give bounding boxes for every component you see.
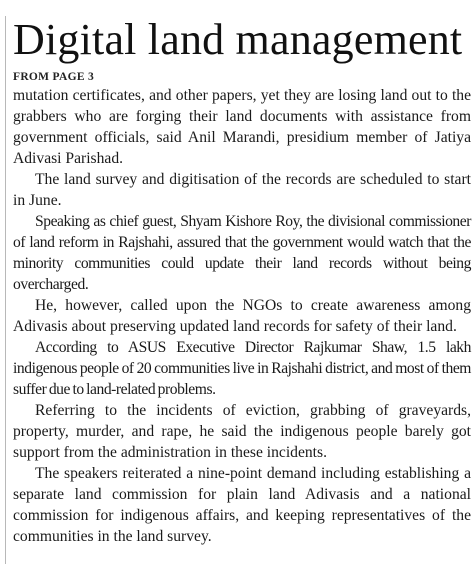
article-paragraph: According to ASUS Executive Director Rajkumar Shaw, 1.5 lakh indigenous people of 20 communities live in Rajshahi district, and most of them suffer due to land-related problems.	[13, 339, 471, 398]
article-paragraph: The land survey and digitisation of the records are scheduled to start in June.	[13, 171, 471, 209]
article-paragraph: He, however, called upon the NGOs to create awareness among Adivasis about preserving updated land records for safety of their land.	[13, 297, 471, 335]
column-divider	[5, 16, 6, 564]
headline: Digital land management	[13, 15, 463, 64]
article-paragraph: Speaking as chief guest, Shyam Kishore Roy, the divisional commissioner of land reform in Rajshahi, assured that the government would watch that the minority communities could update their land records without being overcharged.	[13, 213, 471, 293]
article-body	[13, 85, 471, 547]
continuation-label: FROM PAGE 3	[13, 71, 95, 83]
article-paragraph: The speakers reiterated a nine-point demand including establishing a separate land commission for plain land Adivasis and a national commission for indigenous affairs, and keeping representatives of the communities in the land survey.	[13, 465, 471, 545]
article-paragraph: Referring to the incidents of eviction, grabbing of graveyards, property, murder, and rape, he said the indigenous people barely got support from the administration in these incidents.	[13, 402, 471, 461]
article-paragraph: mutation certificates, and other papers, yet they are losing land out to the grabbers who are forging their land documents with assistance from government officials, said Anil Marandi, presidium member of Jatiya Adivasi Parishad.	[13, 87, 471, 167]
